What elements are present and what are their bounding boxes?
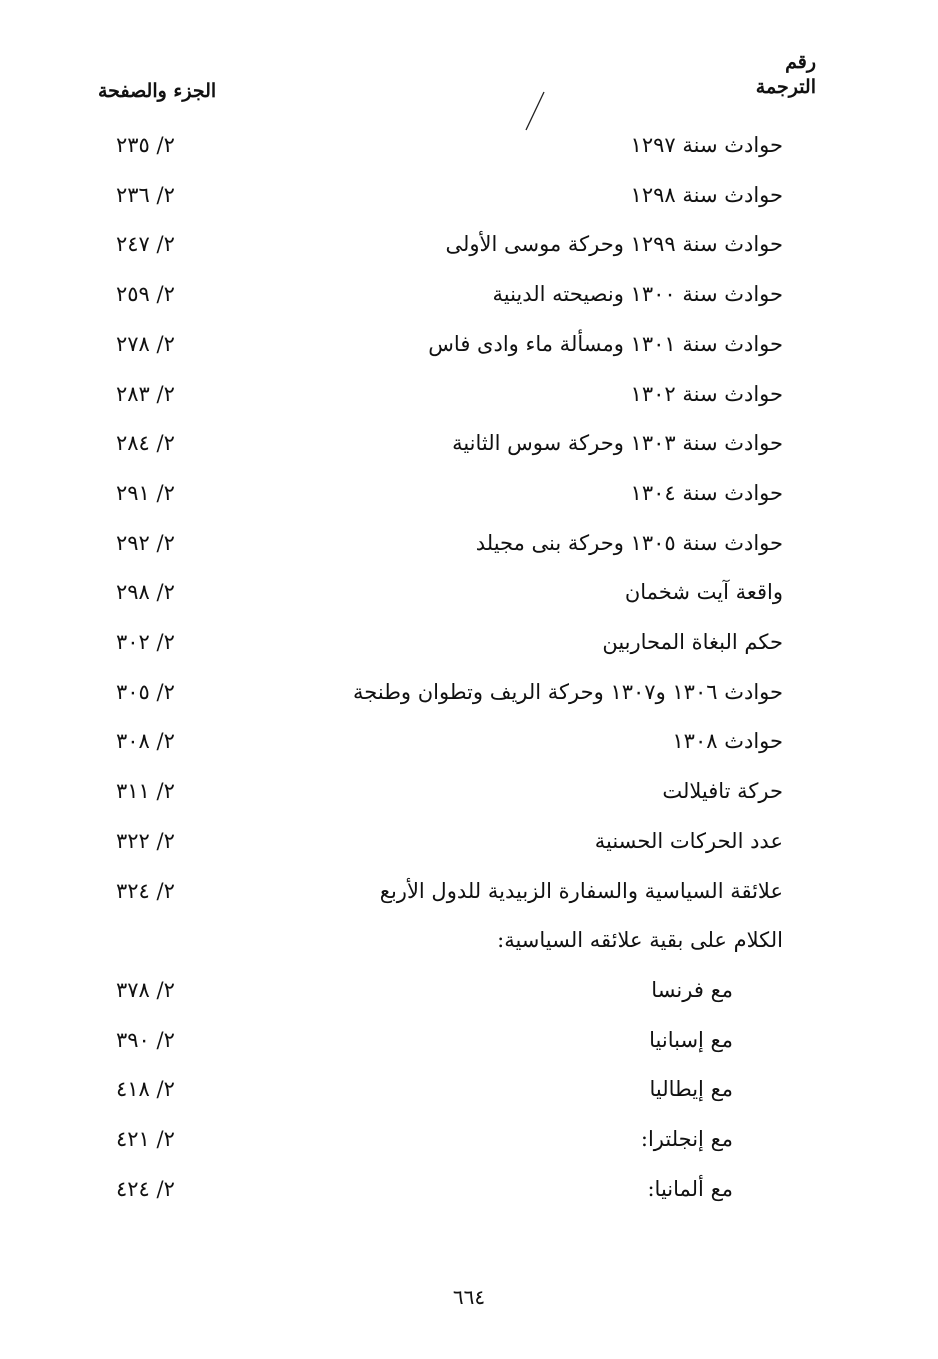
index-entry: [0, 821, 938, 861]
entry-volume-page: ٢/ ٢٩١: [116, 480, 175, 505]
entry-volume-page: ٢/ ٢٥٩: [116, 282, 175, 307]
entry-title: علائقة السياسية والسفارة الزبيدية للدول الأربع: [379, 878, 783, 903]
index-entry: [0, 970, 938, 1010]
entry-number-header: [756, 50, 816, 100]
entry-title: مع إيطاليا: [649, 1077, 733, 1102]
entry-title: حوادث سنة ١٣٠١ ومسألة ماء وادى فاس: [428, 331, 783, 356]
entry-volume-page: ٢/ ٢٨٣: [116, 381, 175, 406]
index-entry: [0, 920, 938, 960]
entry-title: حوادث سنة ١٣٠٣ وحركة سوس الثانية: [452, 431, 783, 456]
entry-title: حوادث سنة ١٢٩٩ وحركة موسى الأولى: [445, 232, 783, 257]
index-entry: [0, 175, 938, 215]
entry-volume-page: ٢/ ٣٠٥: [116, 679, 175, 704]
entry-title: حوادث سنة ١٣٠٢: [630, 381, 783, 406]
entry-volume-page: ٢/ ٤٢٤: [116, 1176, 175, 1201]
index-entry: [0, 274, 938, 314]
index-entry: [0, 672, 938, 712]
index-entry: [0, 622, 938, 662]
entry-volume-page: ٢/ ٣٠٢: [116, 630, 175, 654]
index-entry: [0, 125, 938, 165]
entry-volume-page: ٢/ ٣٢٢: [116, 828, 175, 853]
entry-title: حركة تافيلالت: [662, 779, 783, 804]
index-entry: [0, 1119, 938, 1159]
index-entry: [0, 374, 938, 414]
entry-volume-page: ٢/ ٣١١: [116, 779, 175, 804]
entry-volume-page: ٢/ ٣٩٠: [116, 1027, 175, 1052]
entry-number-header-line2: الترجمة: [755, 76, 816, 98]
entry-volume-page: ٢/ ٢٤٧: [116, 232, 175, 257]
volume-page-header: الجزء والصفحة: [98, 80, 217, 102]
entry-title: حوادث سنة ١٢٩٨: [630, 182, 783, 207]
entry-volume-page: ٢/ ٣٠٨: [116, 729, 175, 754]
entry-volume-page: ٢/ ٤١٨: [116, 1077, 175, 1102]
index-entry: [0, 721, 938, 761]
entry-title: حوادث ١٣٠٨: [672, 729, 783, 754]
index-entry: [0, 473, 938, 513]
index-entry: [0, 572, 938, 612]
entry-title: حوادث ١٣٠٦ و١٣٠٧ وحركة الريف وتطوان وطنجة: [353, 679, 783, 704]
index-entry: [0, 1169, 938, 1209]
entry-title: حكم البغاة المحاربين: [602, 630, 783, 654]
index-entry: [0, 771, 938, 811]
entry-volume-page: ٢/ ٣٢٤: [116, 878, 175, 903]
entry-title: مع إنجلترا:: [640, 1127, 733, 1151]
entry-title: عدد الحركات الحسنية: [594, 828, 783, 853]
entry-volume-page: ٢/ ٢٩٨: [116, 580, 175, 605]
entry-volume-page: ٢/ ٤٢١: [116, 1127, 175, 1151]
entry-title: واقعة آيت شخمان: [624, 580, 783, 605]
entry-title: الكلام على بقية علائقه السياسية:: [497, 928, 783, 953]
index-entry: [0, 871, 938, 911]
entry-title: مع ألمانيا:: [647, 1176, 733, 1201]
entry-title: حوادث سنة ١٢٩٧: [630, 133, 783, 157]
index-entry: [0, 1069, 938, 1109]
index-entry: [0, 523, 938, 563]
entry-title: حوادث سنة ١٣٠٥ وحركة بنى مجيلد: [475, 530, 783, 555]
index-entry: [0, 1020, 938, 1060]
entry-number-header-line1: رقم: [785, 51, 816, 73]
entry-title: حوادث سنة ١٣٠٠ ونصيحته الدينية: [492, 282, 783, 307]
page-number: ٦٦٤: [452, 1285, 486, 1309]
entry-volume-page: ٢/ ٢٣٦: [116, 182, 175, 207]
entry-volume-page: ٢/ ٣٧٨: [116, 977, 175, 1002]
entry-title: مع إسبانيا: [649, 1027, 733, 1052]
index-entry: [0, 324, 938, 364]
index-entry: [0, 224, 938, 264]
entry-volume-page: ٢/ ٢٩٢: [116, 530, 175, 555]
entry-volume-page: ٢/ ٢٣٥: [116, 133, 175, 157]
index-entry: [0, 423, 938, 463]
entry-title: حوادث سنة ١٣٠٤: [630, 480, 783, 505]
entry-volume-page: ٢/ ٢٧٨: [116, 331, 175, 356]
entry-title: مع فرنسا: [651, 977, 733, 1002]
entry-volume-page: ٢/ ٢٨٤: [116, 431, 175, 456]
